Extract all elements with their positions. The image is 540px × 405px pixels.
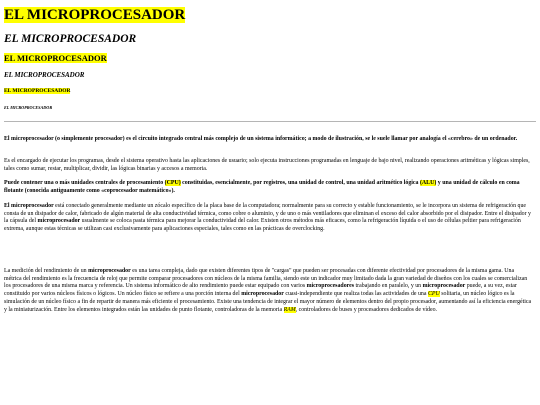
highlight-alu: (ALU) <box>419 180 437 186</box>
paragraph-text: , controladores de buses y procesadores dedicados de vídeo. <box>295 306 438 313</box>
heading-3-text: EL MICROPROCESADOR <box>4 53 107 63</box>
heading-1-text: EL MICROPROCESADOR <box>4 7 186 23</box>
bold-term: microprocesador <box>422 283 466 290</box>
highlight-ram: RAM <box>283 306 296 313</box>
paragraph-text: solitaria, un núcleo lógico es la simulación de un núcleo físico a fin de repartir de manera más eficiente el procesamiento. Existe una tendencia de integrar el mayor número de elementos dentro del propio procesador, aumentando así la eficiencia energética y la miniaturización. Entre los elementos integrados están las unidades de punto flotante, controladoras de la memoria <box>4 291 532 313</box>
paragraph-text: cuasi-independiente que realiza todas las actividades de una <box>283 291 428 298</box>
paragraph-performance <box>4 268 532 314</box>
highlight-cpu: CPU <box>427 291 440 298</box>
bold-term: microprocesador <box>241 291 284 298</box>
paragraph-text: está conectado generalmente mediante un zócalo específico de la placa base de la computadora; normalmente para su correcto y estable funcionamiento, se le incorpora un sistema de refrigeración que consta de un disipador de calor, fabricado de algún material de alta conductividad térmica, como cobre o aluminio, y de uno o más ventiladores que eliminan el exceso del calor absorbido por el disipador. Entre el disipador y la cápsula del <box>4 203 531 225</box>
heading-1 <box>4 7 185 24</box>
heading-5-text: EL MICROPROCESADOR <box>4 88 71 94</box>
paragraph-definition <box>4 136 532 144</box>
paragraph-text: puede, a su vez, estar constituido por varios núcleos físicos o lógicos. Un núcleo físico se refiere a una porción interna del <box>4 283 517 298</box>
paragraph-components <box>4 180 532 195</box>
heading-5 <box>4 88 70 94</box>
paragraph-text: trabajando en paralelo, y un <box>354 283 423 290</box>
paragraph-text: (o simplemente procesador) es el circuito integrado central más complejo de un sistema informático; a modo de ilustración, se le suele llamar por analogía el «cerebro» de un ordenador. <box>53 136 518 142</box>
paragraph-text: constituidas, esencialmente, por registros, una unidad de control, una unidad aritmético lógica <box>180 180 420 186</box>
bold-term: microprocesadores <box>306 283 355 290</box>
bold-term: microprocesador <box>88 268 131 274</box>
paragraph-text: La medición del rendimiento de un <box>4 268 89 274</box>
bold-term: El microprocesador <box>4 136 54 142</box>
paragraph-text: usualmente se coloca pasta térmica para mejorar la conductividad del calor. Existen otros métodos más eficaces, como la refrigeración líquida o el uso de células peltier para refrigeración extrema, aunque estas técnicas se utilizan casi exclusivamente para aplicaciones especiales, tales como en las prácticas de overclocking. <box>4 218 521 233</box>
paragraph-text: y una unidad de cálculo en coma flotante (conocida antiguamente como «coprocesador matemático»). <box>4 180 520 194</box>
heading-6: EL MICROPROCESADOR <box>4 105 53 110</box>
heading-4: EL MICROPROCESADOR <box>4 71 85 79</box>
paragraph-text: Puede contener una o más unidades centrales de procesamiento <box>4 180 165 186</box>
highlight-cpu: (CPU) <box>164 180 181 186</box>
heading-3 <box>4 53 107 63</box>
paragraph-cooling <box>4 203 532 234</box>
paragraph-text: es una tarea compleja, dado que existen diferentes tipos de "cargas" que pueden ser procesadas con diferente efectividad por procesadores de la misma gama. Una métrica del rendimiento es la frecuencia de reloj que permite comparar procesadores con núcleos de la misma familia, siendo este un indicador muy limitado dada la gran variedad de diseños con los cuales se comercializan los procesadores de una misma marca y referencia. Un sistema informático de alto rendimiento puede estar equipado con varios <box>4 268 528 290</box>
bold-term: El microprocesador <box>4 203 54 209</box>
heading-2: EL MICROPROCESADOR <box>4 33 137 45</box>
horizontal-rule <box>4 121 536 122</box>
paragraph-function: Es el encargado de ejecutar los programas, desde el sistema operativo hasta las aplicaciones de usuario; solo ejecuta instrucciones programadas en lenguaje de bajo nivel, realizando operaciones aritméticas y lógicas simples, tales como sumar, restar, multiplicar, dividir, las lógicas binarias y accesos a memoria. <box>4 158 530 172</box>
bold-term: microprocesador <box>37 218 81 225</box>
